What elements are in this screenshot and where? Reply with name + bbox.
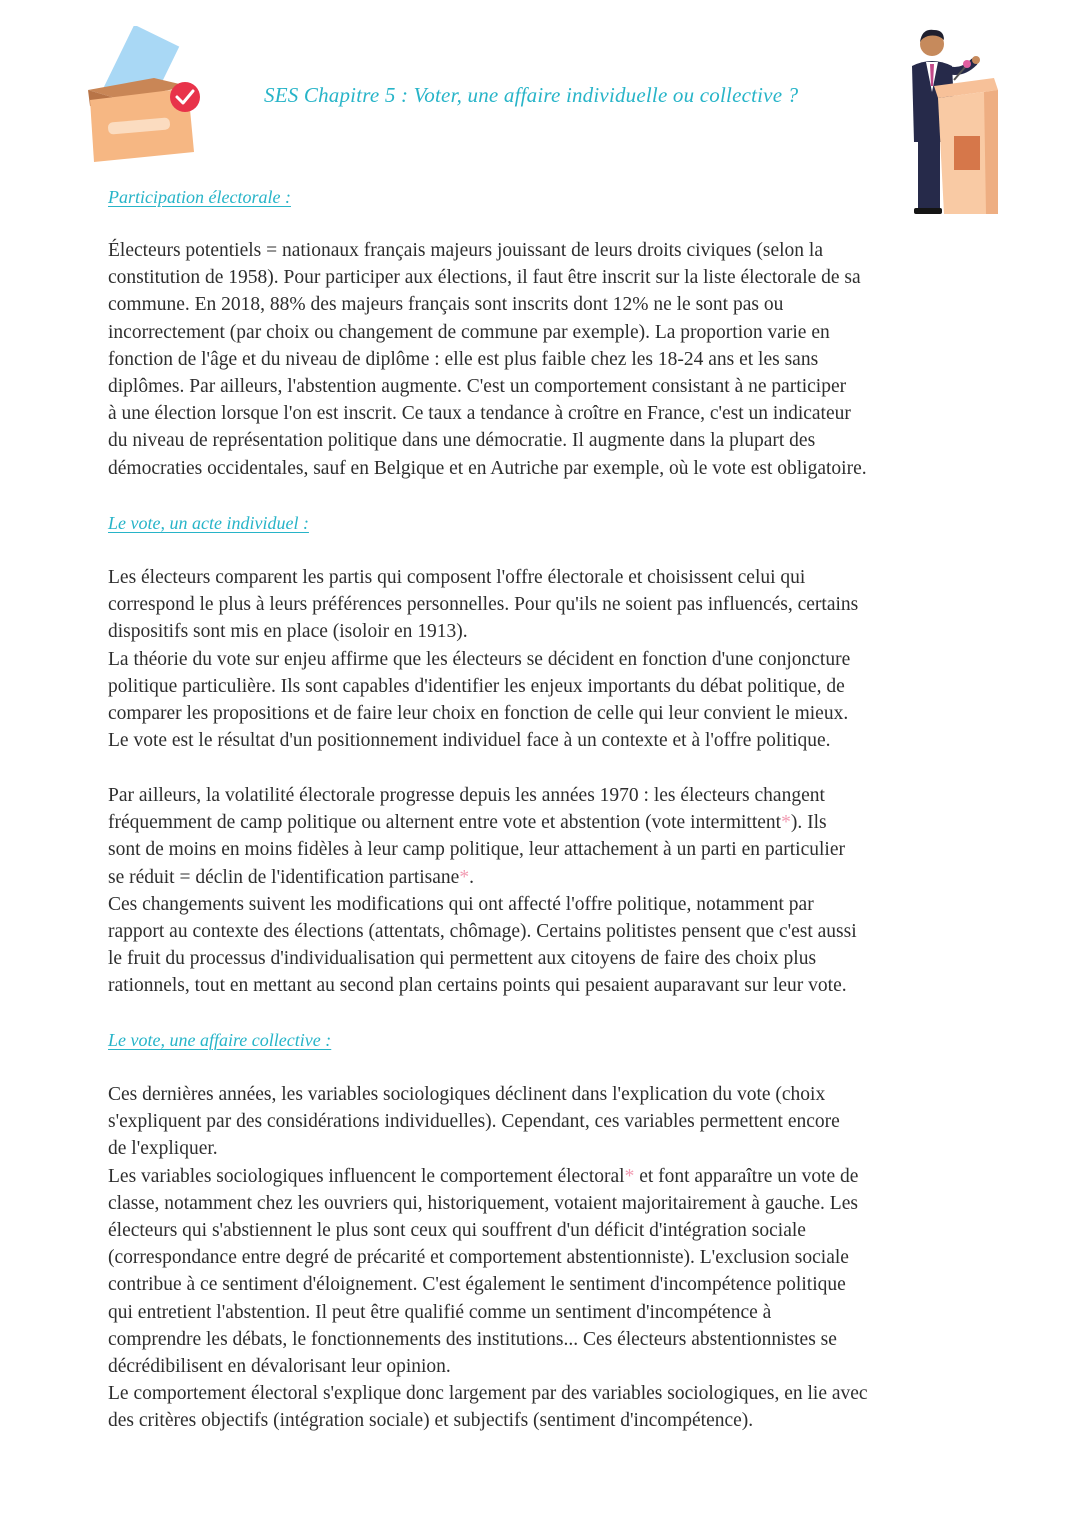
text-line: le fruit du processus d'individualisation qui permettent aux citoyens de faire des choix plus [108, 948, 817, 970]
text-line: Les électeurs comparent les partis qui composent l'offre électorale et choisissent celui qui [108, 567, 806, 588]
text-line: à une élection lorsque l'on est inscrit. Ce taux a tendance à croître en France, c'est un indicateur [108, 403, 851, 425]
text-line: du niveau de représentation politique dans une démocratie. Il augmente dans la plupart des [108, 430, 816, 452]
text-line: de l'expliquer. [108, 1138, 218, 1160]
footnote-star: * [459, 866, 470, 888]
text-line: des critères objectifs (intégration sociale) et subjectifs (sentiment d'incompétence). [108, 1410, 754, 1432]
speaker-legs [918, 140, 940, 210]
text-line: Électeurs potentiels = nationaux français majeurs jouissant de leurs droits civiques (selon la [108, 240, 823, 261]
text-line: classe, notamment chez les ouvriers qui, historiquement, votaient majoritairement à gauche. Les [108, 1192, 858, 1214]
text-line: commune. En 2018, 88% des majeurs français sont inscrits dont 12% ne le sont pas ou [108, 294, 784, 316]
speaker-hand [972, 56, 980, 64]
text-line: Ces dernières années, les variables sociologiques déclinent dans l'explication du vote (choix [108, 1084, 826, 1105]
paragraph [108, 782, 857, 1000]
text-line: sont de moins en moins fidèles à leur camp politique, leur attachement à un parti en particulier [108, 839, 845, 861]
text-line: comparer les propositions et de faire leur choix en fonction de celle qui leur convient le mieux. [108, 702, 849, 724]
paragraph [108, 1081, 868, 1434]
text-line: (correspondance entre degré de précarité et comportement abstentionniste). L'exclusion sociale [108, 1247, 849, 1269]
microphone-icon [963, 60, 971, 68]
section-heading: Participation électorale : [108, 187, 291, 207]
text-line: incorrectement (par choix ou changement de commune par exemple). La proportion varie en [108, 321, 830, 343]
text-line: politique particulière. Ils sont capables d'identifier les enjeux importants du débat politique, de [108, 675, 845, 697]
podium-emblem [954, 136, 980, 170]
ballot-box-icon [84, 26, 206, 164]
text-line: rationnels, tout en mettant au second plan certains points qui pesaient auparavant sur leur vote. [108, 975, 847, 997]
text-line: comprendre les débats, le fonctionnements des institutions... Ces électeurs abstentionnistes se [108, 1328, 837, 1350]
text-line: dispositifs sont mis en place (isoloir en 1913). [108, 621, 468, 643]
text-line: Les variables sociologiques influencent le comportement électoral* et font apparaître un vote de [108, 1165, 859, 1187]
text-line: Le comportement électoral s'explique donc largement par des variables sociologiques, en lie avec [108, 1383, 868, 1405]
text-line: qui entretient l'abstention. Il peut être qualifié comme un sentiment d'incompétence à [108, 1301, 772, 1323]
text-line: s'expliquent par des considérations individuelles). Cependant, ces variables permettent encore [108, 1111, 840, 1133]
text-line: contribue à ce sentiment d'éloignement. C'est également le sentiment d'incompétence politique [108, 1274, 846, 1296]
text-line: Le vote est le résultat d'un positionnement individuel face à un contexte et à l'offre politique. [108, 730, 831, 752]
check-badge-icon [170, 82, 200, 112]
footnote-star: * [781, 812, 791, 834]
text-line: correspond le plus à leurs préférences personnelles. Pour qu'ils ne soient pas influencés, certains [108, 594, 859, 616]
text-line: démocraties occidentales, sauf en Belgique et en Autriche par exemple, où le vote est obligatoire. [108, 457, 867, 479]
text-line: électeurs qui s'abstiennent le plus sont ceux qui souffrent d'un déficit d'intégration sociale [108, 1219, 806, 1241]
text-line: fonction de l'âge et du niveau de diplôme : elle est plus faible chez les 18-24 ans et les sans [108, 348, 819, 370]
footnote-star: * [624, 1165, 635, 1187]
text-line: constitution de 1958). Pour participer aux élections, il faut être inscrit sur la liste électorale de sa [108, 267, 861, 289]
text-line: rapport au contexte des élections (attentats, chômage). Certains politistes pensent que c'est aussi [108, 920, 857, 942]
speaker-shoes [914, 208, 942, 214]
text-line: Par ailleurs, la volatilité électorale progresse depuis les années 1970 : les électeurs changent [108, 785, 825, 806]
text-line: se réduit = déclin de l'identification partisane*. [108, 866, 474, 888]
text-line: diplômes. Par ailleurs, l'abstention augmente. C'est un comportement consistant à ne participer [108, 375, 847, 397]
speaker-at-podium-icon [898, 22, 1002, 218]
text-line: La théorie du vote sur enjeu affirme que les électeurs se décident en fonction d'une conjoncture [108, 648, 851, 670]
text-line: fréquemment de camp politique ou alternent entre vote et abstention (vote intermittent*). Ils [108, 812, 827, 834]
paragraph [108, 237, 867, 482]
section-heading: Le vote, une affaire collective : [108, 1030, 332, 1050]
text-line: décrédibilisent en dévalorisant leur opinion. [108, 1355, 451, 1377]
paragraph [108, 564, 858, 754]
section-heading: Le vote, un acte individuel : [108, 513, 309, 533]
podium-side [984, 90, 998, 214]
text-line: Ces changements suivent les modifications qui ont affecté l'offre politique, notamment par [108, 893, 814, 915]
page-title: SES Chapitre 5 : Voter, une affaire individuelle ou collective ? [264, 83, 799, 107]
